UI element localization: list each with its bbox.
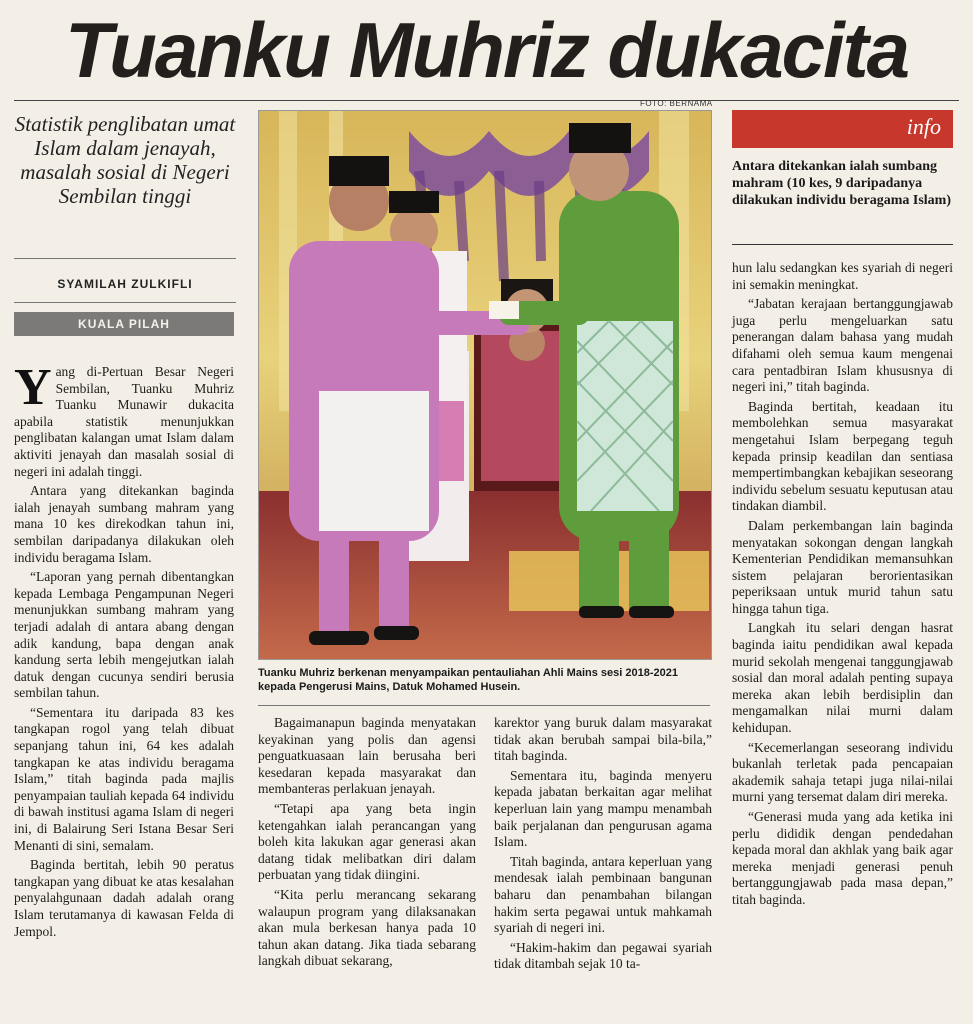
byline-divider	[14, 302, 236, 303]
dateline-bar: KUALA PILAH	[14, 312, 234, 336]
article-paragraph: Titah baginda, antara keperluan yang mendesak ialah pembinaan bangunan baharu dan penambahan bilangan hakim serta pegawai untuk mahkamah syariah di negeri ini.	[494, 853, 712, 936]
photo-credit: FOTO: BERNAMA	[640, 99, 713, 108]
caption-divider	[258, 705, 710, 706]
header-rule	[14, 100, 959, 101]
article-paragraph: “Kecemerlangan seseorang individu bukanlah terletak pada pencapaian akademik sahaja tetapi juga nilai-nilai murni yang tersemat dalam diri mereka.	[732, 739, 953, 805]
article-column-3	[494, 715, 712, 976]
article-column-1	[14, 359, 234, 943]
article-paragraph: “Kita perlu merancang sekarang walaupun program yang dilaksanakan akan mula berkesan hanya pada 10 tahun akan datang. Jika tiada sebarang langkah dibuat sekarang,	[258, 886, 476, 969]
article-paragraph: Langkah itu selari dengan hasrat baginda iaitu pendidikan awal kepada murid sekolah mengenai tanggungjawab sosial dan moral adalah penting supaya mereka akan lebih berdisiplin dan mengamalkan nilai murni dalam kehidupan.	[732, 620, 953, 736]
article-paragraph: Baginda bertitah, lebih 90 peratus tangkapan yang dibuat ke atas kesalahan penyalahgunaan dadah adalah orang Islam terutamanya di kawasan Felda di Jempol.	[14, 857, 234, 939]
byline: SYAMILAH ZULKIFLI	[57, 277, 193, 291]
info-box-header	[732, 110, 953, 148]
news-photo	[258, 110, 712, 660]
article-paragraph: “Sementara itu daripada 83 kes tangkapan rogol yang telah dibuat sepanjang tahun ini, 64 kes adalah tangkapan ke atas individu beragama Islam,” titah baginda pada majlis penyampaian tauliah kepada 64 individu di bawah institusi agama Islam di negeri ini, di Balairung Seri Istana Besar Seri Menanti di sini, semalam.	[14, 704, 234, 853]
article-paragraph: “Tetapi apa yang beta ingin ketengahkan ialah perancangan yang boleh kita lakukan agar generasi akan datang tidak melibatkan diri dalam perbuatan yang tidak diingini.	[258, 800, 476, 883]
article-column-4	[732, 260, 953, 912]
dropcap: Y	[14, 359, 52, 416]
article-paragraph: Baginda bertitah, keadaan itu membolehkan semua masyarakat mengetahui Islam berpegang teguh kepada prinsip keadilan dan sentiasa mempertimbangkan kebajikan seseorang individu sebelum sesuatu keputusan atau tindakan diambil.	[732, 398, 953, 514]
deck-divider	[14, 258, 236, 259]
info-label: info	[906, 114, 941, 139]
info-box-text: Antara ditekankan ialah sumbang mahram (10 kes, 9 daripadanya dilakukan individu beragama Islam)	[732, 159, 952, 208]
article-paragraph: karektor yang buruk dalam masyarakat tidak akan berubah sampai bila-bila,” titah baginda.	[494, 715, 712, 764]
article-column-2	[258, 715, 476, 973]
article-paragraph: Bagaimanapun baginda menyatakan keyakinan yang polis dan agensi penguatkuasaan lain berusaha beri kesedaran kepada masyarakat dan membanteras perlakuan jenayah.	[258, 715, 476, 797]
article-paragraph: “Jabatan kerajaan bertanggungjawab juga perlu mengeluarkan satu penerangan dalam bahasa yang mudah difahami oleh semua kaum mengenai cara pentadbiran Islam khususnya di negeri ini,” titah baginda.	[732, 296, 953, 395]
article-paragraph: Sementara itu, baginda menyeru kepada jabatan berkaitan agar melihat keperluan lain yang mampu menambah baik perjalanan dan pengurusan agama Islam.	[494, 767, 712, 850]
article-paragraph: “Hakim-hakim dan pegawai syariah tidak ditambah sejak 10 ta-	[494, 939, 712, 972]
headline: Tuanku Muhriz dukacita	[64, 6, 909, 94]
article-paragraph: Yang di-Pertuan Besar Negeri Sembilan, Tuanku Muhriz Tuanku Munawir dukacita apabila statistik menunjukkan penglibatan kalangan umat Islam dalam aktiviti jenayah dan masalah sosial di negeri ini adalah tinggi.	[14, 359, 234, 479]
article-paragraph: “Generasi muda yang ada ketika ini perlu dididik dengan pendedahan kepada moral dan akhlak yang baik agar mereka menjadi generasi penuh bertanggungjawab pada masa depan,” titah baginda.	[732, 809, 953, 907]
deck: Statistik penglibatan umat Islam dalam jenayah, masalah sosial di Negeri Sembilan tinggi	[14, 112, 236, 208]
info-box-divider	[732, 244, 953, 245]
article-paragraph: Antara yang ditekankan baginda ialah jenayah sumbang mahram yang mana 10 kes direkodkan tahun ini, sembilan daripadanya dilakukan oleh individu beragama Islam.	[14, 483, 234, 565]
photo-caption: Tuanku Muhriz berkenan menyampaikan pentauliahan Ahli Mains sesi 2018-2021 kepada Pengerusi Mains, Datuk Mohamed Husein.	[258, 667, 678, 693]
article-paragraph: Dalam perkembangan lain baginda menyatakan sokongan dengan langkah Kementerian Pendidikan memansuhkan sistem pelajaran berorientasikan peperiksaan untuk murid tahun satu hingga tahun tiga.	[732, 517, 953, 616]
article-paragraph: “Laporan yang pernah dibentangkan kepada Lembaga Pengampunan Negeri menunjukkan sumbang mahram yang terjadi adalah di antara abang dengan adik kandung, bapa dengan anak kandung serta lebih mengejutkan ialah datuk dengan cucunya sendiri berusia sembilan tahun.	[14, 569, 234, 701]
article-paragraph: hun lalu sedangkan kes syariah di negeri ini semakin meningkat.	[732, 260, 953, 292]
